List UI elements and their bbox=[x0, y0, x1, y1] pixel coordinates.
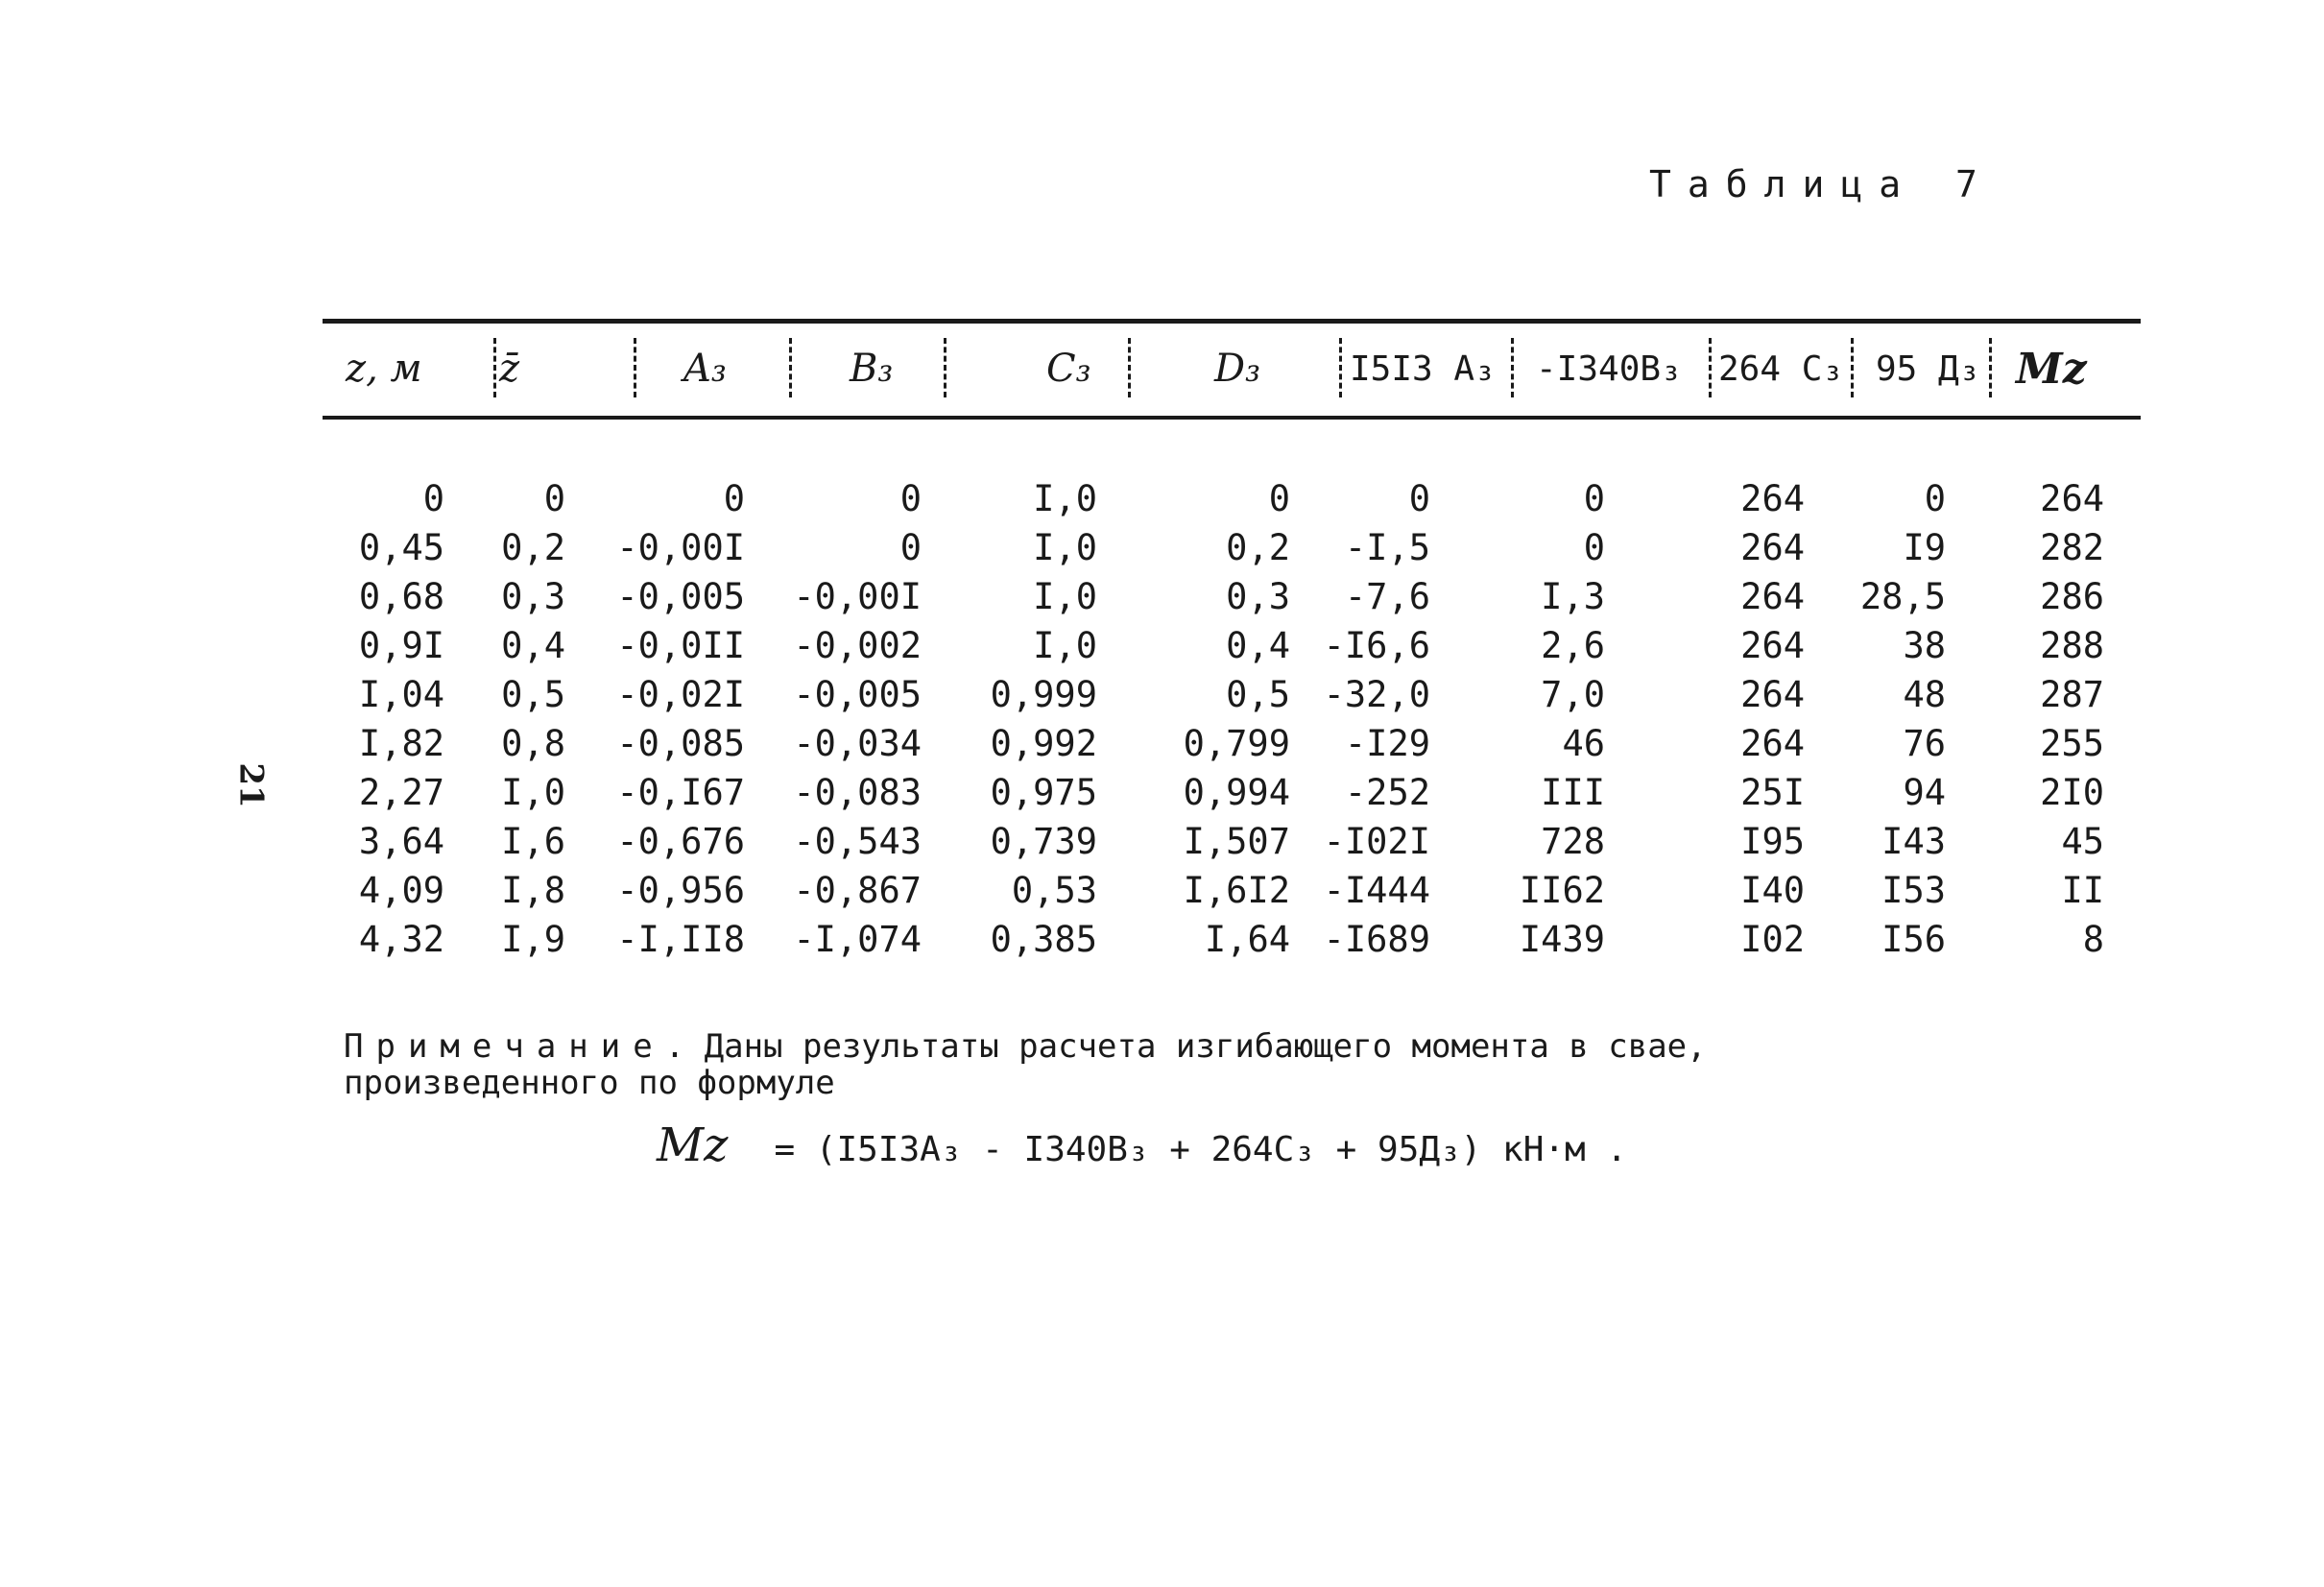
table-cell: I,3 bbox=[1541, 576, 1605, 617]
table-cell: -7,6 bbox=[1344, 576, 1430, 617]
table-cell: I,0 bbox=[1033, 478, 1097, 519]
table-cell: 0 bbox=[1268, 478, 1290, 519]
table-cell: -0,00I bbox=[616, 527, 745, 568]
column-header: Mz bbox=[2016, 344, 2087, 394]
table-cell: I,9 bbox=[501, 919, 565, 960]
table-cell: 0,4 bbox=[1226, 625, 1290, 666]
table-cell: 264 bbox=[2040, 478, 2104, 519]
table-cell: 0,3 bbox=[1226, 576, 1290, 617]
table-cell: 286 bbox=[2040, 576, 2104, 617]
table-cell: I,8 bbox=[501, 870, 565, 911]
table-cell: 4,09 bbox=[358, 870, 444, 911]
table-cell: 264 bbox=[1740, 674, 1805, 715]
column-header: B₃ bbox=[850, 347, 894, 391]
column-header: C₃ bbox=[1046, 347, 1091, 391]
column-header: z̄ bbox=[499, 347, 520, 391]
table-cell: 8 bbox=[2082, 919, 2104, 960]
table-cell: -0,0II bbox=[616, 625, 745, 666]
table-cell: 0,799 bbox=[1183, 723, 1290, 764]
table-cell: 0 bbox=[1408, 478, 1430, 519]
table-cell: -I444 bbox=[1323, 870, 1430, 911]
table-cell: I,64 bbox=[1204, 919, 1290, 960]
table-cell: I,0 bbox=[1033, 576, 1097, 617]
table-cell: I56 bbox=[1881, 919, 1946, 960]
column-header: 95 Д₃ bbox=[1876, 349, 1980, 389]
table-cell: -252 bbox=[1344, 772, 1430, 813]
table-cell: -0,034 bbox=[793, 723, 922, 764]
table-cell: -I29 bbox=[1344, 723, 1430, 764]
column-separator bbox=[1989, 338, 1992, 397]
table-cell: I,0 bbox=[1033, 527, 1097, 568]
table-cell: I,6I2 bbox=[1183, 870, 1290, 911]
table-cell: 46 bbox=[1562, 723, 1605, 764]
table-cell: 48 bbox=[1903, 674, 1946, 715]
table-cell: 0,68 bbox=[358, 576, 444, 617]
table-cell: -0,083 bbox=[793, 772, 922, 813]
table-cell: 38 bbox=[1903, 625, 1946, 666]
table-cell: 76 bbox=[1903, 723, 1946, 764]
column-separator bbox=[1511, 338, 1514, 397]
table-cell: 2I0 bbox=[2040, 772, 2104, 813]
table-cell: 0,2 bbox=[1226, 527, 1290, 568]
table-cell: I,04 bbox=[358, 674, 444, 715]
table-cell: II62 bbox=[1519, 870, 1605, 911]
table-cell: 0 bbox=[1583, 478, 1605, 519]
table-cell: 264 bbox=[1740, 527, 1805, 568]
column-header: z, м bbox=[346, 347, 422, 391]
column-separator bbox=[789, 338, 792, 397]
table-cell: 287 bbox=[2040, 674, 2104, 715]
table-cell: 255 bbox=[2040, 723, 2104, 764]
table-cell: 3,64 bbox=[358, 821, 444, 862]
table-cell: 282 bbox=[2040, 527, 2104, 568]
table-cell: 0,975 bbox=[990, 772, 1097, 813]
table-cell: II bbox=[2061, 870, 2104, 911]
page-number: 21 bbox=[231, 762, 271, 808]
table-cell: -0,956 bbox=[616, 870, 745, 911]
note-text-1: . Даны результаты расчета изгибающего момента в свае, bbox=[664, 1027, 1707, 1066]
column-header: I5I3 A₃ bbox=[1350, 349, 1496, 389]
table-cell: 7,0 bbox=[1541, 674, 1605, 715]
formula bbox=[657, 1118, 1627, 1176]
table-cell: 2,6 bbox=[1541, 625, 1605, 666]
column-header: -I340B₃ bbox=[1536, 349, 1682, 389]
table-cell: -I689 bbox=[1323, 919, 1430, 960]
table-cell: I02 bbox=[1740, 919, 1805, 960]
table-cell: I,6 bbox=[501, 821, 565, 862]
table-cell: -I,074 bbox=[793, 919, 922, 960]
table-cell: 0,994 bbox=[1183, 772, 1290, 813]
column-separator bbox=[1709, 338, 1712, 397]
table-cell: -0,676 bbox=[616, 821, 745, 862]
table-cell: I9 bbox=[1903, 527, 1946, 568]
table-cell: -0,867 bbox=[793, 870, 922, 911]
table-cell: 0,2 bbox=[501, 527, 565, 568]
table-cell: 0,385 bbox=[990, 919, 1097, 960]
note-line-1 bbox=[344, 1029, 1707, 1064]
table-cell: I95 bbox=[1740, 821, 1805, 862]
table-cell: I,0 bbox=[501, 772, 565, 813]
table-cell: -0,543 bbox=[793, 821, 922, 862]
table-cell: 94 bbox=[1903, 772, 1946, 813]
table-cell: 0 bbox=[723, 478, 745, 519]
table-cell: 0,45 bbox=[358, 527, 444, 568]
table-cell: I,82 bbox=[358, 723, 444, 764]
table-cell: -0,005 bbox=[616, 576, 745, 617]
table-cell: 0 bbox=[422, 478, 444, 519]
table-cell: -I6,6 bbox=[1323, 625, 1430, 666]
table-cell: -0,02I bbox=[616, 674, 745, 715]
table-cell: I53 bbox=[1881, 870, 1946, 911]
table-cell: I43 bbox=[1881, 821, 1946, 862]
table-cell: 0 bbox=[899, 478, 922, 519]
table-cell: 288 bbox=[2040, 625, 2104, 666]
table-cell: 0,53 bbox=[1011, 870, 1097, 911]
table-cell: -0,I67 bbox=[616, 772, 745, 813]
table-cell: 264 bbox=[1740, 625, 1805, 666]
table-cell: 0,8 bbox=[501, 723, 565, 764]
table-cell: 28,5 bbox=[1859, 576, 1946, 617]
column-separator bbox=[1128, 338, 1131, 397]
table-cell: 2,27 bbox=[358, 772, 444, 813]
column-header: A₃ bbox=[683, 347, 727, 391]
table-cell: III bbox=[1541, 772, 1605, 813]
table-cell: 728 bbox=[1541, 821, 1605, 862]
table-header-rule bbox=[323, 416, 2141, 420]
table-cell: I,0 bbox=[1033, 625, 1097, 666]
table-cell: I,507 bbox=[1183, 821, 1290, 862]
column-header: 264 C₃ bbox=[1718, 349, 1844, 389]
table-cell: 0 bbox=[1583, 527, 1605, 568]
table-cell: 0,739 bbox=[990, 821, 1097, 862]
table-cell: 0 bbox=[543, 478, 565, 519]
column-separator bbox=[1339, 338, 1342, 397]
table-cell: -0,005 bbox=[793, 674, 922, 715]
table-title: Таблица 7 bbox=[1649, 163, 1994, 205]
column-separator bbox=[944, 338, 946, 397]
table-cell: -I02I bbox=[1323, 821, 1430, 862]
column-header: D₃ bbox=[1214, 347, 1261, 391]
table-cell: -I,II8 bbox=[616, 919, 745, 960]
table-cell: -0,002 bbox=[793, 625, 922, 666]
table-cell: -32,0 bbox=[1323, 674, 1430, 715]
column-separator bbox=[1851, 338, 1854, 397]
table-cell: 0 bbox=[1924, 478, 1946, 519]
table-cell: 264 bbox=[1740, 723, 1805, 764]
table-cell: 0 bbox=[899, 527, 922, 568]
table-cell: 0,3 bbox=[501, 576, 565, 617]
table-cell: -0,085 bbox=[616, 723, 745, 764]
table-cell: 0,992 bbox=[990, 723, 1097, 764]
table-cell: -I,5 bbox=[1344, 527, 1430, 568]
table-cell: 0,5 bbox=[1226, 674, 1290, 715]
table-cell: -0,00I bbox=[793, 576, 922, 617]
table-cell: 0,4 bbox=[501, 625, 565, 666]
formula-rhs: = (I5I3A₃ - I340B₃ + 264C₃ + 95Д₃) кН·м . bbox=[774, 1130, 1628, 1169]
table-cell: 264 bbox=[1740, 576, 1805, 617]
table-cell: 264 bbox=[1740, 478, 1805, 519]
table-cell: 0,999 bbox=[990, 674, 1097, 715]
table-cell: 0,9I bbox=[358, 625, 444, 666]
table-cell: 25I bbox=[1740, 772, 1805, 813]
column-separator bbox=[634, 338, 636, 397]
table-cell: I40 bbox=[1740, 870, 1805, 911]
table-cell: 45 bbox=[2061, 821, 2104, 862]
note-lead: Примечание bbox=[344, 1027, 665, 1066]
formula-lhs: Mz bbox=[657, 1118, 729, 1172]
table-cell: I439 bbox=[1519, 919, 1605, 960]
table-cell: 4,32 bbox=[358, 919, 444, 960]
column-separator bbox=[493, 338, 496, 397]
table-top-rule bbox=[323, 319, 2141, 324]
note-line-2: произведенного по формуле bbox=[344, 1064, 835, 1102]
table-cell: 0,5 bbox=[501, 674, 565, 715]
